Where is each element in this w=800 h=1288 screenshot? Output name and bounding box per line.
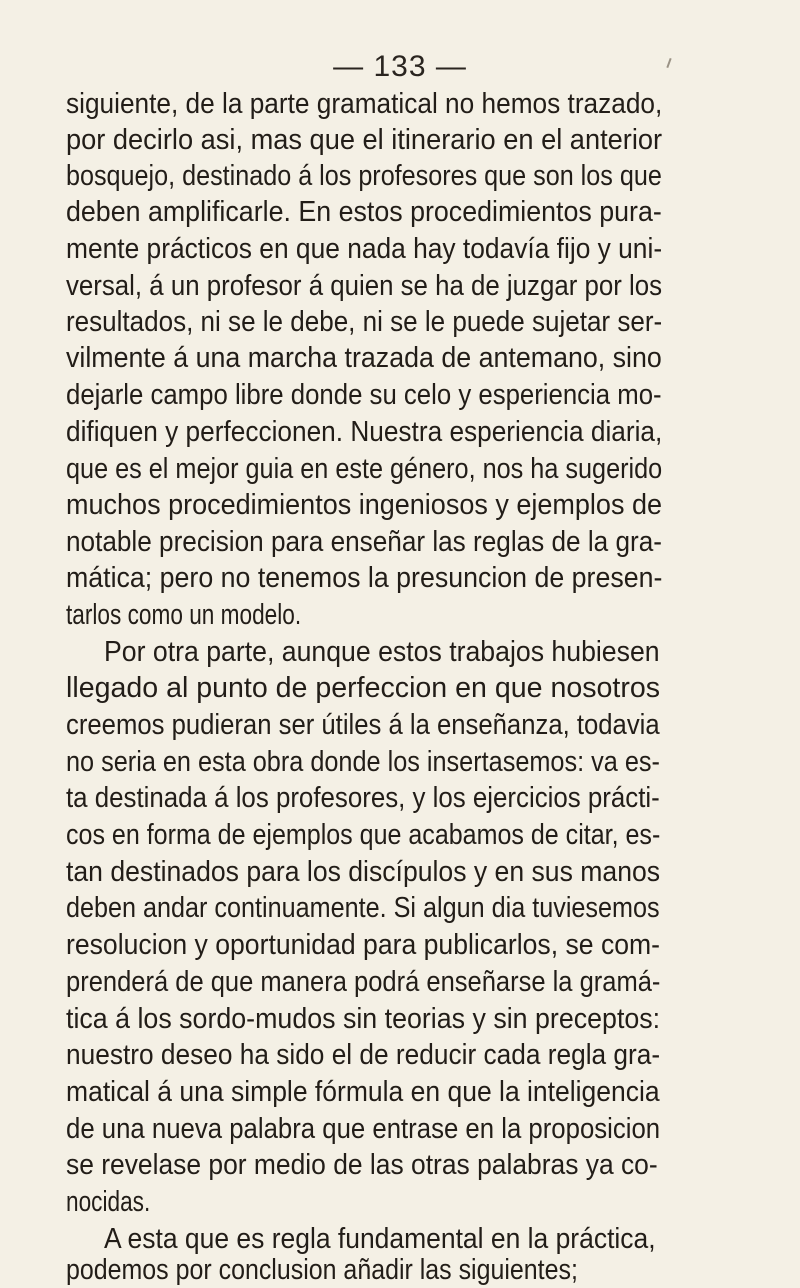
text-line: dejarle campo libre donde su celo y esperiencia mo-	[66, 379, 662, 411]
text-line: tan destinados para los discípulos y en sus manos	[66, 856, 661, 888]
text-line: por decirlo asi, mas que el itinerario en el anterior	[66, 124, 663, 156]
text-line: no seria en esta obra donde los insertasemos: va es-	[66, 746, 660, 778]
text-line: resolucion y oportunidad para publicarlos, se com-	[66, 929, 661, 961]
text-line: A esta que es regla fundamental en la práctica,	[104, 1223, 656, 1255]
text-line: mente prácticos en que nada hay todavía fijo y uni-	[66, 233, 663, 265]
text-line: versal, á un profesor á quien se ha de juzgar por los	[66, 270, 663, 302]
text-line: tarlos como un modelo.	[66, 599, 302, 631]
text-line: que es el mejor guia en este género, nos ha sugerido	[66, 453, 663, 485]
text-line: notable precision para enseñar las reglas de la gra-	[66, 526, 662, 558]
text-line: resultados, ni se le debe, ni se le puede sujetar ser-	[66, 306, 663, 338]
text-line: difiquen y perfeccionen. Nuestra esperiencia diaria,	[66, 416, 663, 448]
text-line: siguiente, de la parte gramatical no hemos trazado,	[66, 88, 663, 120]
text-line: nuestro deseo ha sido el de reducir cada regla gra-	[66, 1039, 661, 1071]
page-number: — 133 —	[333, 50, 467, 83]
text-line: creemos pudieran ser útiles á la enseñanza, todavia	[66, 709, 660, 741]
text-line: Por otra parte, aunque estos trabajos hubiesen	[104, 636, 660, 668]
text-line: deben amplificarle. En estos procedimientos pura-	[66, 196, 662, 228]
text-line: mática; pero no tenemos la presuncion de presen-	[66, 562, 663, 594]
text-line: podemos por conclusion añadir las siguientes;	[66, 1254, 578, 1286]
text-line: vilmente á una marcha trazada de antemano, sino	[66, 342, 662, 374]
text-line: nocidas.	[66, 1186, 151, 1218]
text-line: ta destinada á los profesores, y los ejercicios prácti-	[66, 782, 660, 814]
text-line: bosquejo, destinado á los profesores que son los que	[66, 160, 662, 192]
text-line: tica á los sordo-mudos sin teorias y sin preceptos:	[66, 1003, 661, 1035]
text-line: cos en forma de ejemplos que acabamos de citar, es-	[66, 819, 661, 851]
text-line: de una nueva palabra que entrase en la proposicion	[66, 1113, 661, 1145]
text-line: prenderá de que manera podrá enseñarse la gramá-	[66, 966, 661, 998]
text-line: matical á una simple fórmula en que la inteligencia	[66, 1076, 660, 1108]
text-line: llegado al punto de perfeccion en que nosotros	[66, 672, 661, 704]
text-line: deben andar continuamente. Si algun dia tuviesemos	[66, 892, 660, 924]
text-line: se revelase por medio de las otras palabras ya co-	[66, 1149, 658, 1181]
text-line: muchos procedimientos ingeniosos y ejemplos de	[66, 489, 663, 521]
